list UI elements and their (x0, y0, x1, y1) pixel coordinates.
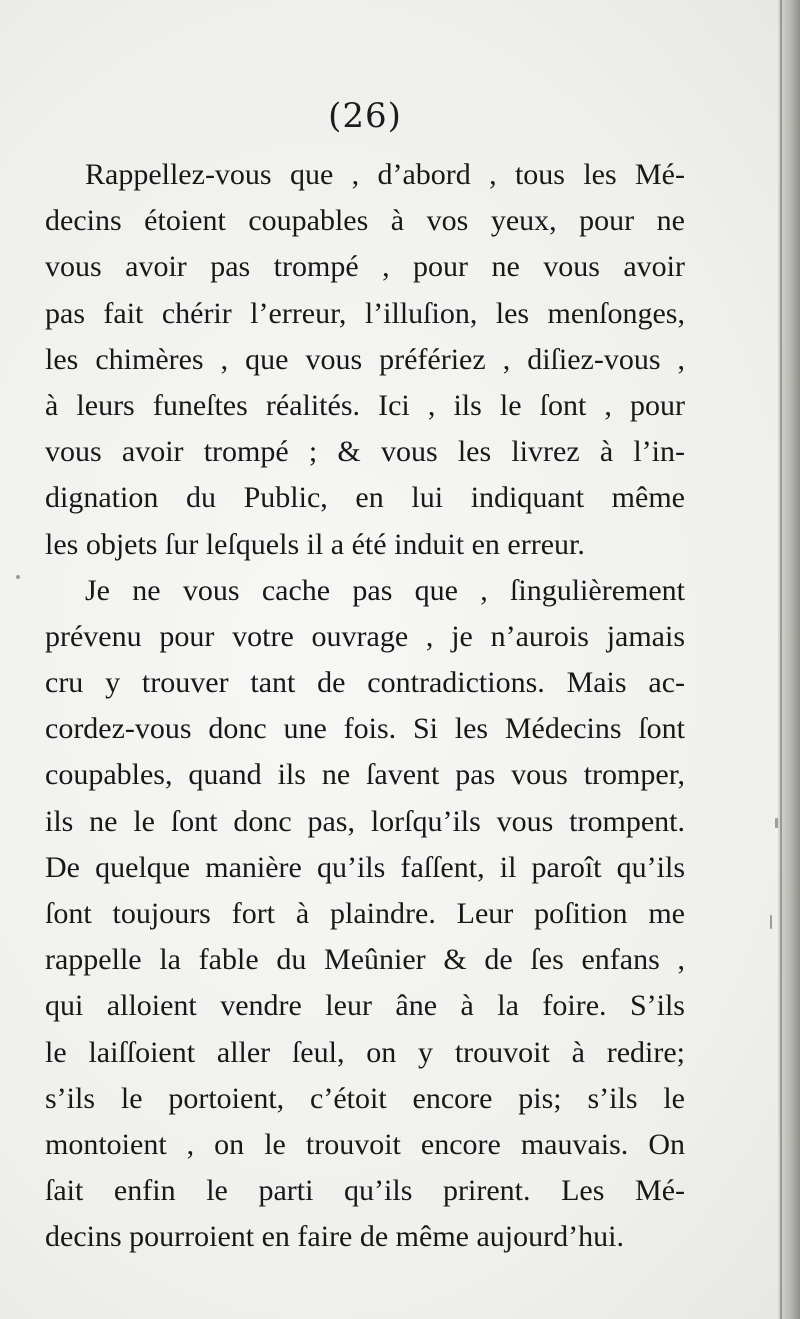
text-line: prévenu pour votre ouvrage , je n’aurois jamais (45, 619, 685, 653)
text-line: Je ne vous cache pas que , ſingulièrement (85, 573, 685, 607)
text-line: qui alloient vendre leur âne à la foire. S’ils (45, 989, 685, 1023)
text-line: ils ne le ſont donc pas, lorſqu’ils vous trompent. (45, 804, 685, 838)
text-line: vous avoir pas trompé , pour ne vous avoir (45, 250, 685, 284)
text-line: rappelle la fable du Meûnier & de ſes enfans , (45, 943, 685, 977)
paper-speck (16, 575, 20, 579)
text-line: cru y trouver tant de contradictions. Mais ac- (45, 666, 685, 700)
text-line: les chimères , que vous préfériez , diſiez-vous , (45, 342, 685, 376)
text-line: decins pourroient en faire de même aujourd’hui. (45, 1220, 624, 1254)
text-line: s’ils le portoient, c’étoit encore pis; s’ils le (45, 1081, 685, 1115)
text-line: le laiſſoient aller ſeul, on y trouvoit à redire; (45, 1035, 685, 1069)
text-line: montoient , on le trouvoit encore mauvais. On (45, 1127, 685, 1161)
text-line: coupables, quand ils ne ſavent pas vous tromper, (45, 758, 685, 792)
text-line: pas fait chérir l’erreur, l’illuſion, les menſonges, (45, 296, 685, 330)
page-edge-line (780, 0, 782, 1319)
text-line: dignation du Public, en lui indiquant même (45, 481, 685, 515)
text-line: cordez-vous donc une fois. Si les Médecins ſont (45, 712, 685, 746)
text-line: Rappellez-vous que , d’abord , tous les Mé- (85, 158, 685, 191)
text-line: ſont toujours fort à plaindre. Leur poſition me (45, 897, 685, 930)
text-line: les objets ſur leſquels il a été induit en erreur. (45, 527, 585, 561)
paper-speck (770, 915, 772, 929)
text-line: De quelque manière qu’ils faſſent, il paroît qu’ils (45, 850, 685, 884)
text-line: ſait enfin le parti qu’ils prirent. Les Mé- (45, 1174, 685, 1208)
body-text (45, 152, 685, 1261)
text-line: à leurs funeſtes réalités. Ici , ils le ſont , pour (45, 388, 685, 422)
text-line: decins étoient coupables à vos yeux, pour ne (45, 204, 685, 238)
paper-speck (775, 818, 778, 828)
text-line: vous avoir trompé ; & vous les livrez à l’in- (45, 435, 685, 469)
page-number: (26) (328, 96, 402, 136)
